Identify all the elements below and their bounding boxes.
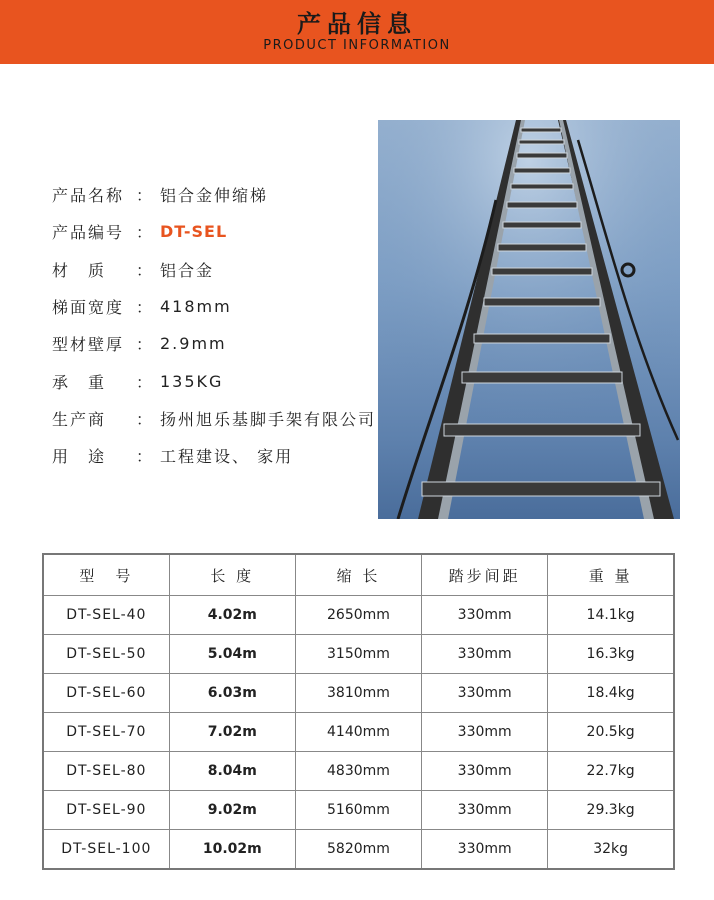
spec-value: 2.9mm — [160, 334, 227, 354]
cell-retracted: 5820mm — [295, 830, 421, 870]
spec-separator: ： — [135, 335, 154, 355]
banner-title: 产品信息 — [297, 10, 417, 38]
spec-list — [52, 176, 376, 474]
cell-step: 330mm — [422, 752, 548, 791]
cell-step: 330mm — [422, 596, 548, 635]
spec-separator: ： — [135, 372, 154, 392]
spec-row-name — [52, 176, 376, 213]
cell-length: 10.02m — [169, 830, 295, 870]
table-header-row — [43, 554, 674, 596]
spec-row-width — [52, 288, 376, 325]
cell-length: 4.02m — [169, 596, 295, 635]
spec-label: 型材壁厚 — [52, 335, 125, 355]
cell-length: 7.02m — [169, 713, 295, 752]
header-step-spacing: 踏步间距 — [422, 554, 548, 596]
cell-model: DT-SEL-90 — [43, 791, 169, 830]
table-row — [43, 713, 674, 752]
spec-label: 产品编号 — [52, 223, 125, 243]
cell-step: 330mm — [422, 830, 548, 870]
spec-separator: ： — [135, 223, 154, 243]
spec-row-manufacturer — [52, 400, 376, 437]
spec-value: 铝合金伸缩梯 — [160, 186, 269, 206]
spec-separator: ： — [135, 260, 154, 280]
cell-weight: 18.4kg — [548, 674, 674, 713]
spec-separator: ： — [135, 298, 154, 318]
cell-weight: 22.7kg — [548, 752, 674, 791]
cell-retracted: 3150mm — [295, 635, 421, 674]
spec-separator: ： — [135, 186, 154, 206]
spec-value-product-code: DT-SEL — [160, 222, 228, 242]
spec-label: 承 重 — [52, 372, 107, 392]
header-length: 长 度 — [169, 554, 295, 596]
cell-step: 330mm — [422, 674, 548, 713]
spec-row-load — [52, 362, 376, 399]
cell-weight: 29.3kg — [548, 791, 674, 830]
spec-row-code — [52, 213, 376, 250]
ladder-photo — [378, 120, 680, 519]
spec-value: 工程建设、 家用 — [160, 447, 294, 467]
spec-value: 扬州旭乐基脚手架有限公司 — [160, 409, 377, 429]
cell-length: 6.03m — [169, 674, 295, 713]
spec-label: 产品名称 — [52, 186, 125, 206]
cell-model: DT-SEL-40 — [43, 596, 169, 635]
header-retracted-length: 缩 长 — [295, 554, 421, 596]
spec-separator: ： — [135, 409, 154, 429]
cell-model: DT-SEL-50 — [43, 635, 169, 674]
cell-weight: 32kg — [548, 830, 674, 870]
cell-weight: 20.5kg — [548, 713, 674, 752]
spec-row-thickness — [52, 325, 376, 362]
header-model: 型 号 — [43, 554, 169, 596]
cell-model: DT-SEL-70 — [43, 713, 169, 752]
cell-model: DT-SEL-60 — [43, 674, 169, 713]
cell-retracted: 5160mm — [295, 791, 421, 830]
cell-model: DT-SEL-100 — [43, 830, 169, 870]
cell-length: 8.04m — [169, 752, 295, 791]
table-row — [43, 830, 674, 870]
spec-label: 生产商 — [52, 409, 107, 429]
table-row — [43, 635, 674, 674]
table-row — [43, 752, 674, 791]
spec-separator: ： — [135, 447, 154, 467]
spec-value: 418mm — [160, 297, 232, 317]
spec-value: 135KG — [160, 371, 224, 391]
table-row — [43, 674, 674, 713]
table-row — [43, 791, 674, 830]
cell-retracted: 2650mm — [295, 596, 421, 635]
cell-retracted: 4830mm — [295, 752, 421, 791]
cell-step: 330mm — [422, 635, 548, 674]
cell-weight: 16.3kg — [548, 635, 674, 674]
ladder-illustration — [378, 120, 680, 519]
cell-length: 5.04m — [169, 635, 295, 674]
cell-step: 330mm — [422, 791, 548, 830]
cell-length: 9.02m — [169, 791, 295, 830]
cell-model: DT-SEL-80 — [43, 752, 169, 791]
cell-step: 330mm — [422, 713, 548, 752]
spec-label: 用 途 — [52, 447, 107, 467]
banner-subtitle: PRODUCT INFORMATION — [263, 38, 451, 53]
model-spec-table — [42, 553, 675, 870]
spec-row-usage — [52, 437, 376, 474]
header-banner — [0, 0, 714, 64]
cell-retracted: 4140mm — [295, 713, 421, 752]
header-weight: 重 量 — [548, 554, 674, 596]
spec-label: 梯面宽度 — [52, 298, 125, 318]
spec-value: 铝合金 — [160, 260, 215, 280]
cell-retracted: 3810mm — [295, 674, 421, 713]
table-row — [43, 596, 674, 635]
spec-row-material — [52, 251, 376, 288]
spec-label: 材 质 — [52, 260, 107, 280]
cell-weight: 14.1kg — [548, 596, 674, 635]
